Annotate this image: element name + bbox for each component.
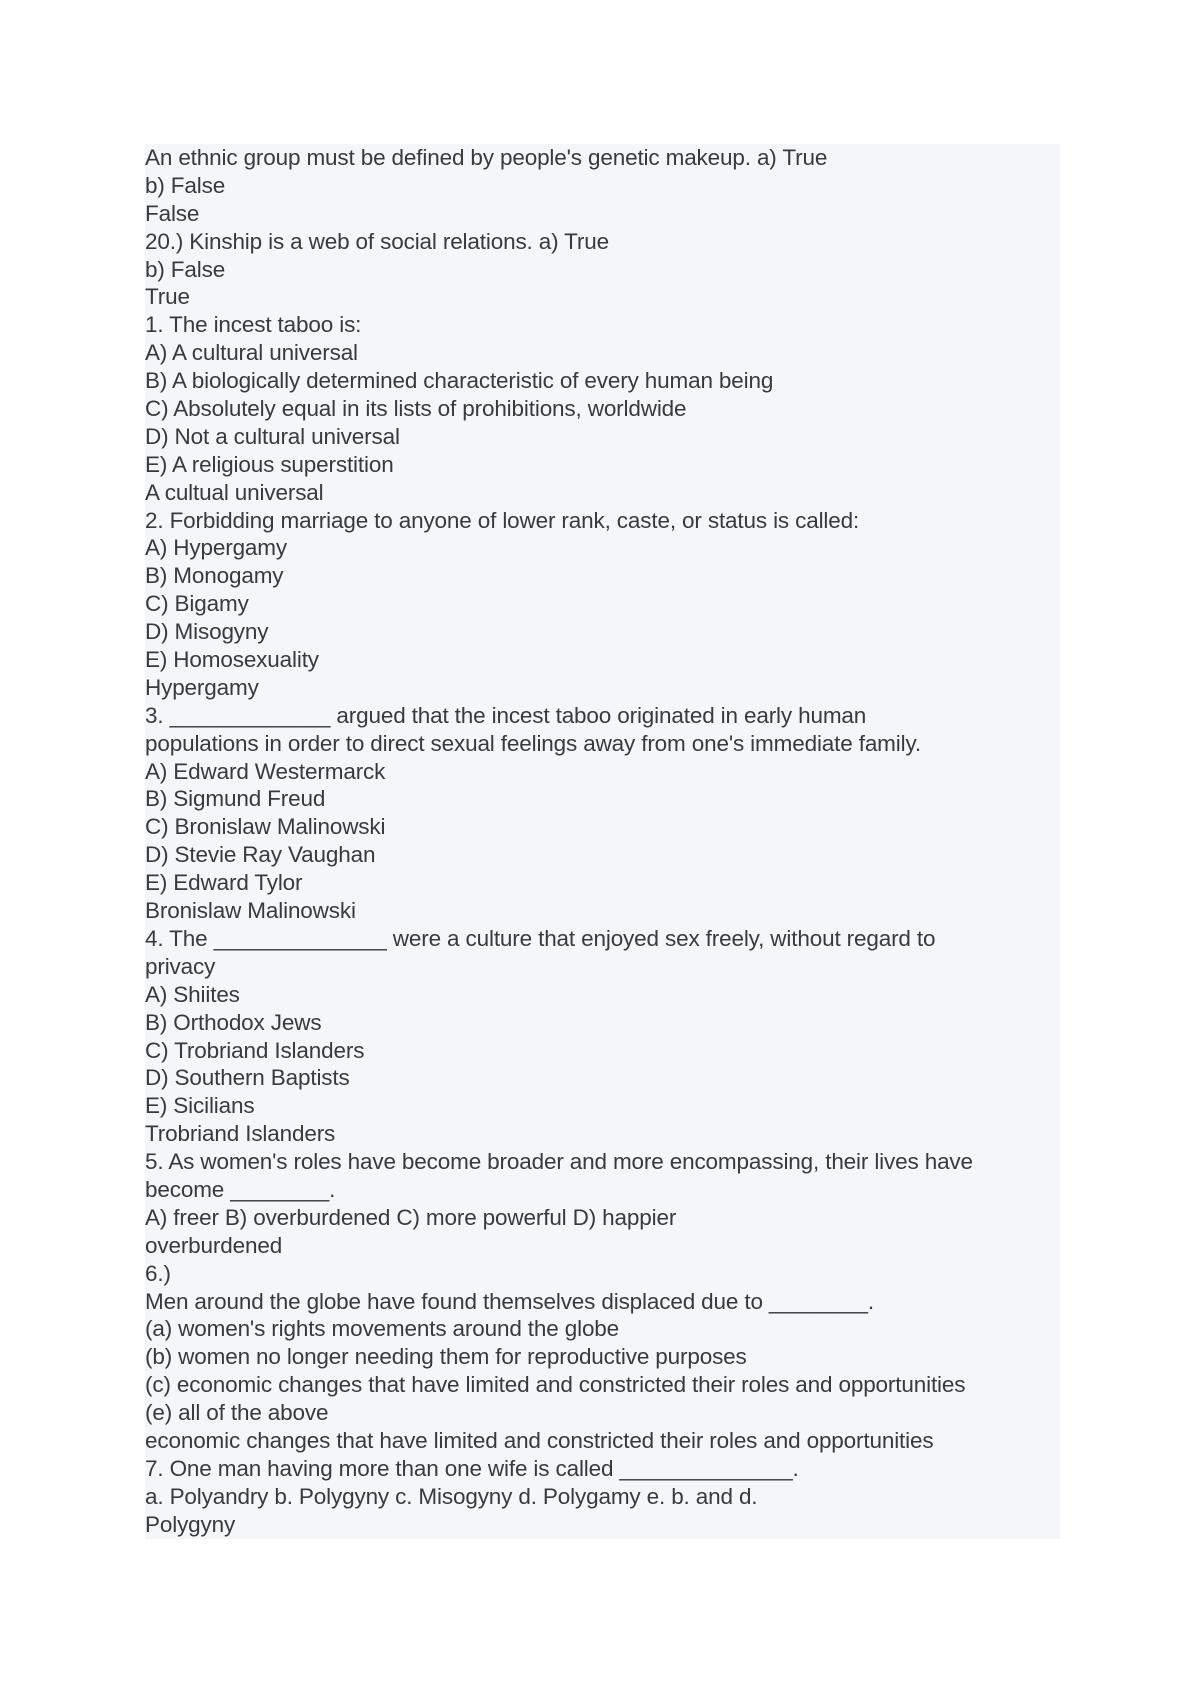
answer-option: E) Homosexuality — [145, 647, 319, 673]
answer-option: D) Southern Baptists — [145, 1065, 350, 1091]
answer-option: E) Edward Tylor — [145, 870, 303, 896]
answer-key: Trobriand Islanders — [145, 1121, 336, 1147]
answer-option: B) Orthodox Jews — [145, 1009, 322, 1035]
answer-option: C) Bigamy — [145, 591, 249, 617]
answer-option: B) A biologically determined characteristic of every human being — [145, 368, 774, 394]
answer-option: D) Misogyny — [145, 619, 269, 645]
answer-option: a. Polyandry b. Polygyny c. Misogyny d. Polygamy e. b. and d. — [145, 1483, 758, 1509]
answer-option: B) Monogamy — [145, 563, 284, 589]
question-text: become ________. — [145, 1176, 336, 1202]
question-number: 6.) — [145, 1260, 171, 1286]
question-text: 4. The ______________ were a culture that enjoyed sex freely, without regard to — [145, 925, 936, 951]
question-text: privacy — [145, 953, 216, 979]
answer-option: E) Sicilians — [145, 1093, 255, 1119]
answer-option: (a) women's rights movements around the globe — [145, 1316, 620, 1342]
answer-key: A cultual universal — [145, 479, 324, 505]
question-text: populations in order to direct sexual feelings away from one's immediate family. — [145, 730, 922, 756]
answer-option: C) Absolutely equal in its lists of prohibitions, worldwide — [145, 396, 687, 422]
question-text: 5. As women's roles have become broader and more encompassing, their lives have — [145, 1149, 973, 1175]
answer-option: C) Trobriand Islanders — [145, 1037, 365, 1063]
answer-option: D) Stevie Ray Vaughan — [145, 842, 376, 868]
answer-option: B) Sigmund Freud — [145, 786, 326, 812]
answer-option: E) A religious superstition — [145, 451, 394, 477]
question-text: Men around the globe have found themselves displaced due to ________. — [145, 1288, 874, 1314]
question-text: An ethnic group must be defined by people's genetic makeup. a) True — [145, 145, 828, 170]
answer-key: economic changes that have limited and constricted their roles and opportunities — [145, 1427, 934, 1453]
answer-option: b) False — [145, 172, 226, 198]
question-text: 20.) Kinship is a web of social relations. a) True — [145, 228, 609, 254]
question-text: 1. The incest taboo is: — [145, 312, 362, 338]
answer-key: Hypergamy — [145, 674, 259, 700]
question-text: 7. One man having more than one wife is called ______________. — [145, 1455, 799, 1481]
answer-option: A) Shiites — [145, 981, 240, 1007]
answer-key: Bronislaw Malinowski — [145, 898, 356, 924]
answer-option: b) False — [145, 256, 226, 282]
question-text: 3. _____________ argued that the incest taboo originated in early human — [145, 702, 867, 728]
answer-option: A) Hypergamy — [145, 535, 287, 561]
answer-key: True — [145, 284, 190, 310]
answer-option: C) Bronislaw Malinowski — [145, 814, 386, 840]
answer-option: A) A cultural universal — [145, 340, 358, 366]
answer-option: (b) women no longer needing them for reproductive purposes — [145, 1344, 747, 1370]
answer-option: A) Edward Westermarck — [145, 758, 386, 784]
answer-key: False — [145, 200, 200, 226]
document-text-block — [145, 144, 1060, 1539]
answer-key: Polygyny — [145, 1511, 236, 1537]
answer-option: D) Not a cultural universal — [145, 423, 400, 449]
answer-key: overburdened — [145, 1232, 283, 1258]
answer-option: A) freer B) overburdened C) more powerful D) happier — [145, 1204, 677, 1230]
answer-option: (e) all of the above — [145, 1400, 329, 1426]
answer-option: (c) economic changes that have limited and constricted their roles and opportunities — [145, 1372, 966, 1398]
question-text: 2. Forbidding marriage to anyone of lower rank, caste, or status is called: — [145, 507, 860, 533]
